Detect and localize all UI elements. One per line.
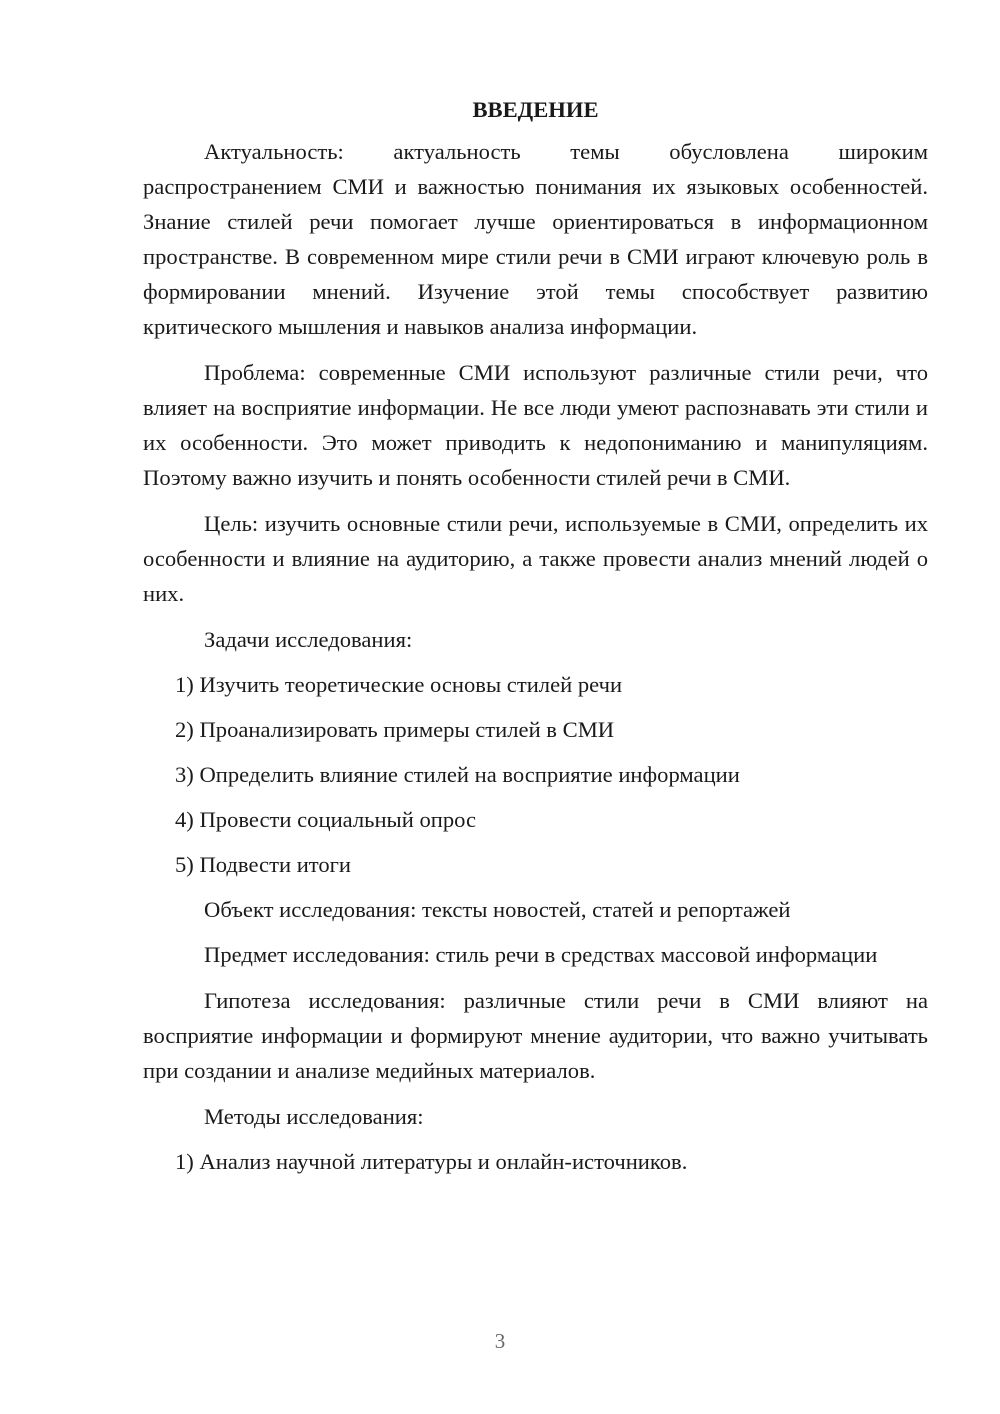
task-item: 3) Определить влияние стилей на восприятие информации [175, 762, 740, 787]
task-item: 5) Подвести итоги [175, 852, 352, 877]
relevance-paragraph: Актуальность: актуальность темы обусловлена широким распространением СМИ и важностью понимания их языковых особенностей. Знание стилей речи помогает лучше ориентироваться в информационном пространстве. В современном мире стили речи в СМИ играют ключевую роль в формировании мнений. Изучение этой темы способствует развитию критического мышления и навыков анализа информации. [143, 139, 928, 339]
problem-paragraph: Проблема: современные СМИ используют различные стили речи, что влияет на восприятие информации. Не все люди умеют распознавать эти стили и их особенности. Это может приводить к недопониманию и манипуляциям. Поэтому важно изучить и понять особенности стилей речи в СМИ. [143, 360, 928, 490]
tasks-title: Задачи исследования: [204, 627, 413, 652]
method-item: 1) Анализ научной литературы и онлайн-источников. [175, 1149, 688, 1174]
hypothesis-paragraph: Гипотеза исследования: различные стили речи в СМИ влияют на восприятие информации и формируют мнение аудитории, что важно учитывать при создании и анализе медийных материалов. [143, 988, 928, 1083]
page-number: 3 [494, 1329, 506, 1353]
task-item: 1) Изучить теоретические основы стилей речи [175, 672, 623, 697]
goal-paragraph: Цель: изучить основные стили речи, используемые в СМИ, определить их особенности и влияние на аудиторию, а также провести анализ мнений людей о них. [143, 511, 928, 606]
page-title: ВВЕДЕНИЕ [472, 97, 599, 122]
methods-title: Методы исследования: [204, 1104, 424, 1129]
subject-paragraph: Предмет исследования: стиль речи в средствах массовой информации [204, 942, 878, 967]
document-page [143, 92, 928, 1189]
task-item: 4) Провести социальный опрос [175, 807, 477, 832]
object-line: Объект исследования: тексты новостей, статей и репортажей [204, 897, 791, 922]
task-item: 2) Проанализировать примеры стилей в СМИ [175, 717, 615, 742]
